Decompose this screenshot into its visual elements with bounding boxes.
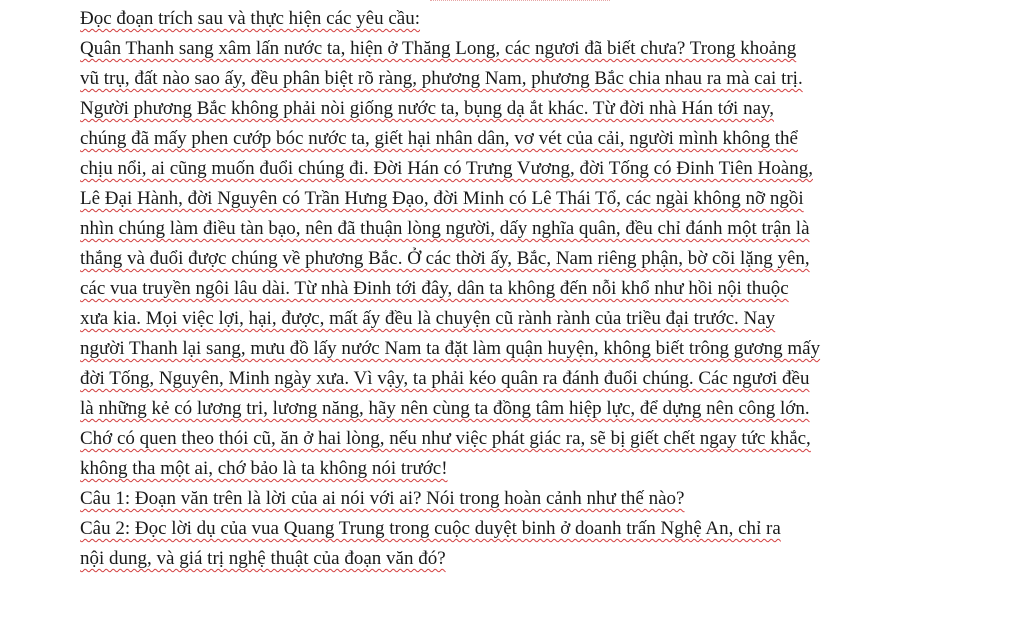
question-1-line: Câu 1: Đoạn văn trên là lời của ai nói với ai? Nói trong hoàn cảnh như thế nào? xyxy=(80,488,685,509)
passage-line: đời Tống, Nguyên, Minh ngày xưa. Vì vậy, ta phải kéo quân ra đánh đuổi chúng. Các ngươi đều xyxy=(80,368,810,389)
question-2-line: nội dung, và giá trị nghệ thuật của đoạn văn đó? xyxy=(80,548,446,569)
passage-line: Quân Thanh sang xâm lấn nước ta, hiện ở Thăng Long, các ngươi đã biết chưa? Trong khoảng xyxy=(80,38,797,59)
passage-line: Lê Đại Hành, đời Nguyên có Trần Hưng Đạo, đời Minh có Lê Thái Tổ, các ngài không nỡ ngồi xyxy=(80,188,804,209)
passage-line: nhìn chúng làm điều tàn bạo, nên đã thuận lòng người, dấy nghĩa quân, đều chỉ đánh một trận là xyxy=(80,218,810,239)
passage-line: vũ trụ, đất nào sao ấy, đều phân biệt rõ ràng, phương Nam, phương Bắc chia nhau ra mà cai trị. xyxy=(80,68,803,89)
passage-line: xưa kia. Mọi việc lợi, hại, được, mất ấy đều là chuyện cũ rành rành của triều đại trước. Nay xyxy=(80,308,776,329)
passage-line: chịu nổi, ai cũng muốn đuổi chúng đi. Đời Hán có Trưng Vương, đời Tống có Đinh Tiên Hoàng, xyxy=(80,158,813,179)
passage-line: không tha một ai, chớ bảo là ta không nói trước! xyxy=(80,458,448,479)
passage-line: các vua truyền ngôi lâu dài. Từ nhà Đinh tới đây, dân ta không đến nỗi khổ như hồi nội thuộc xyxy=(80,278,789,299)
document-body[interactable] xyxy=(80,4,980,574)
passage-line: chúng đã mấy phen cướp bóc nước ta, giết hại nhân dân, vơ vét của cải, người mình không thể xyxy=(80,128,798,149)
passage-line: Người phương Bắc không phải nòi giống nước ta, bụng dạ ắt khác. Từ đời nhà Hán tới nay, xyxy=(80,98,775,119)
passage-line: người Thanh lại sang, mưu đồ lấy nước Nam ta đặt làm quận huyện, không biết trông gương mấy xyxy=(80,338,821,359)
passage-line: thắng và đuổi được chúng về phương Bắc. Ở các thời ấy, Bắc, Nam riêng phận, bờ cõi lặng yên, xyxy=(80,248,810,269)
passage-line: Chớ có quen theo thói cũ, ăn ở hai lòng, nếu như việc phát giác ra, sẽ bị giết chết ngay tức khắc, xyxy=(80,428,811,449)
question-2-line: Câu 2: Đọc lời dụ của vua Quang Trung trong cuộc duyệt binh ở doanh trấn Nghệ An, chỉ ra xyxy=(80,518,781,539)
passage-line: là những kẻ có lương tri, lương năng, hãy nên cùng ta đồng tâm hiệp lực, để dựng nên công lớn. xyxy=(80,398,810,419)
instruction-line: Đọc đoạn trích sau và thực hiện các yêu cầu: xyxy=(80,8,421,29)
